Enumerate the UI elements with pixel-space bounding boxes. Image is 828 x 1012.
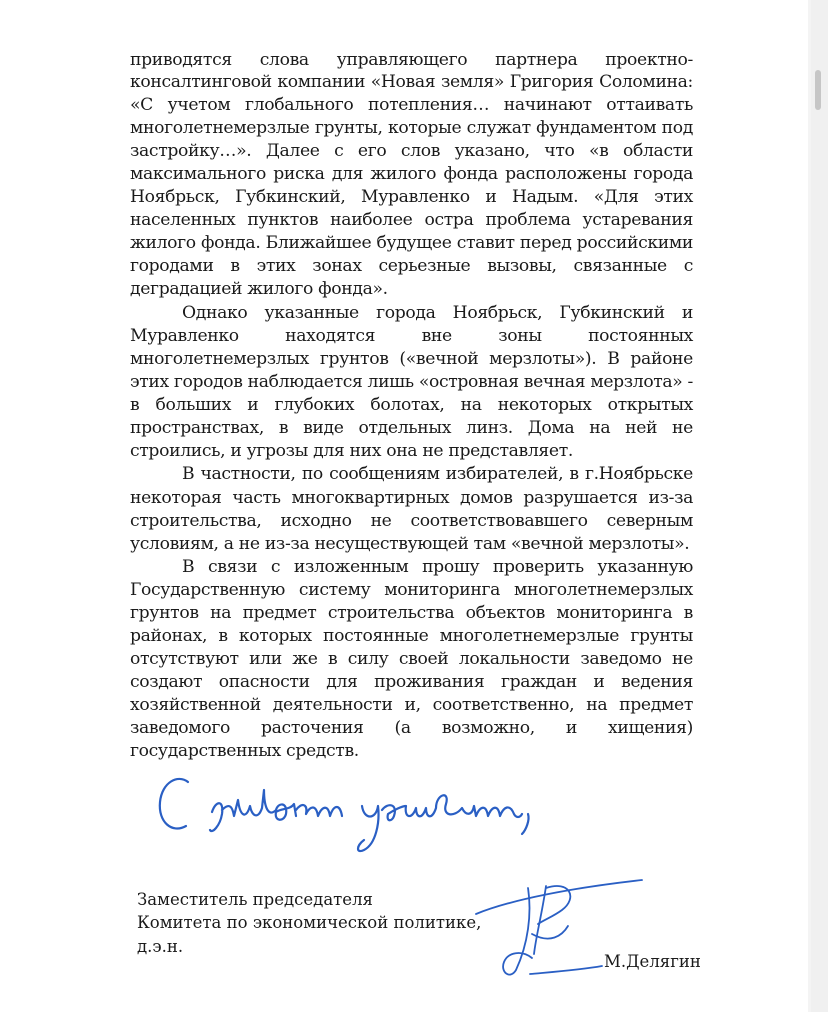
text-line: В частности, по сообщениям избирателей, в г.Ноябрьске — [182, 464, 693, 484]
text-line: районах, в которых постоянные многолетнемерзлые грунты — [130, 626, 693, 646]
text-line: строительства, исходно не соответствовавшего северным — [130, 511, 693, 531]
text-line: «С учетом глобального потепления… начинают оттаивать — [130, 95, 693, 115]
text-line: Государственную систему мониторинга многолетнемерзлых — [130, 580, 693, 600]
text-line: городами в этих зонах серьезные вызовы, связанные с — [130, 256, 693, 276]
text-line: максимального риска для жилого фонда расположены города — [130, 164, 693, 184]
text-line: условиям, а не из-за несуществующей там «вечной мерзлоты». — [130, 534, 690, 554]
text-line: государственных средств. — [130, 741, 359, 761]
text-line: многолетнемерзлых грунтов («вечной мерзлоты»). В районе — [130, 349, 693, 369]
handwritten-closing — [150, 760, 540, 855]
text-line: населенных пунктов наиболее остра проблема устаревания — [130, 210, 693, 230]
text-line: В связи с изложенным прошу проверить указанную — [182, 557, 693, 577]
scrollbar-thumb[interactable] — [815, 70, 821, 110]
text-line: некоторая часть многоквартирных домов разрушается из-за — [130, 488, 693, 508]
text-line: пространствах, в виде отдельных линз. Дома на ней не — [130, 418, 693, 438]
text-line: деградацией жилого фонда». — [130, 279, 388, 299]
text-line: застройку…». Далее с его слов указано, что «в области — [130, 141, 693, 161]
text-line: отсутствуют или же в силу своей локальности заведомо не — [130, 649, 693, 669]
text-line: хозяйственной деятельности и, соответственно, на предмет — [130, 695, 693, 715]
text-line: жилого фонда. Ближайшее будущее ставит перед российскими — [130, 233, 693, 253]
text-line: Однако указанные города Ноябрьск, Губкинский и — [182, 303, 693, 323]
text-line: Ноябрьск, Губкинский, Муравленко и Надым. «Для этих — [130, 187, 693, 207]
vertical-scrollbar[interactable] — [811, 0, 828, 1012]
signatory-degree: д.э.н. — [137, 937, 184, 956]
signatory-name: М.Делягин — [604, 952, 701, 971]
text-line: этих городов наблюдается лишь «островная вечная мерзлота» - — [130, 372, 693, 392]
signatory-position-line: Заместитель председателя — [137, 890, 373, 909]
text-line: грунтов на предмет строительства объектов мониторинга в — [130, 603, 693, 623]
text-line: Муравленко находятся вне зоны постоянных — [130, 326, 693, 346]
text-line: заведомого расточения (а возможно, и хищения) — [130, 718, 693, 738]
signatory-position-line: Комитета по экономической политике, — [137, 913, 482, 932]
text-line: приводятся слова управляющего партнера проектно- — [130, 50, 693, 70]
text-line: многолетнемерзлые грунты, которые служат фундаментом под — [130, 118, 693, 138]
text-line: создают опасности для проживания граждан и ведения — [130, 672, 693, 692]
text-line: консалтинговой компании «Новая земля» Григория Соломина: — [130, 72, 693, 92]
text-line: строились, и угрозы для них она не представляет. — [130, 441, 573, 461]
text-line: в больших и глубоких болотах, на некоторых открытых — [130, 395, 693, 415]
